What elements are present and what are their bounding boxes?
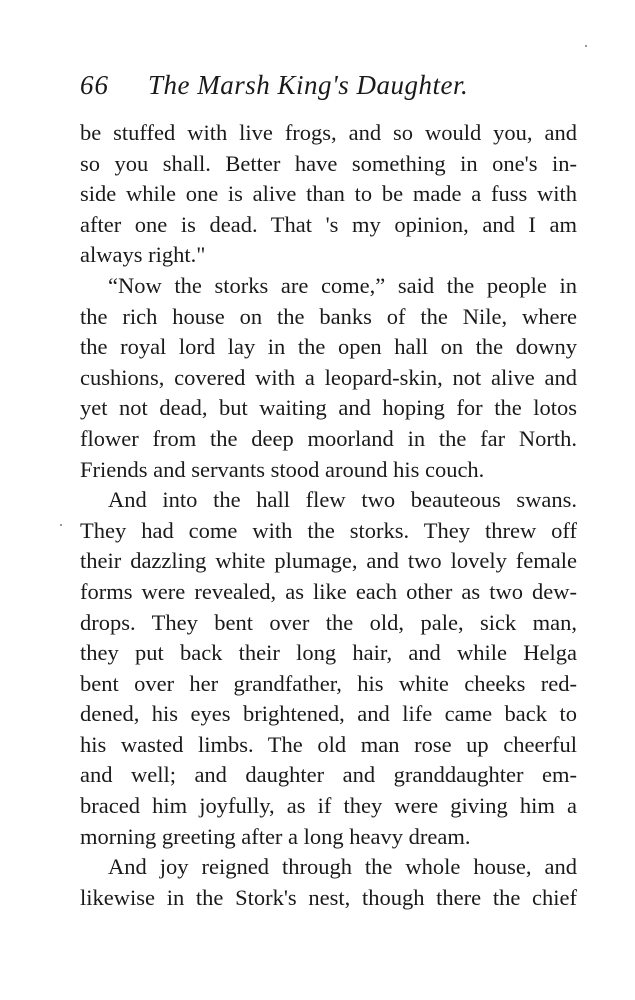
paragraph (80, 485, 577, 852)
text-line: bent over her grandfather, his white cheeks red- (80, 670, 577, 696)
text-line: likewise in the Stork's nest, though there the chief (80, 884, 577, 910)
text-line: be stuffed with live frogs, and so would you, and (80, 120, 577, 145)
paper-speck (585, 45, 587, 47)
text-line: Friends and servants stood around his couch. (80, 456, 485, 482)
text-line: dened, his eyes brightened, and life came back to (80, 701, 577, 727)
running-title: The Marsh King's Daughter. (148, 70, 469, 100)
text-line: their dazzling white plumage, and two lovely female (80, 548, 577, 574)
paragraph (80, 118, 577, 271)
text-line: they put back their long hair, and while Helga (80, 640, 577, 666)
text-line: so you shall. Better have something in one's in- (80, 150, 577, 176)
text-line: “Now the storks are come,” said the people in (108, 272, 577, 298)
text-line: drops. They bent over the old, pale, sick man, (80, 609, 577, 635)
paragraph (80, 271, 577, 485)
text-line: the royal lord lay in the open hall on the downy (80, 334, 577, 360)
text-line: braced him joyfully, as if they were giving him a (80, 793, 577, 819)
text-line: his wasted limbs. The old man rose up cheerful (80, 731, 577, 757)
text-line: And into the hall flew two beauteous swans. (108, 487, 577, 513)
text-line: yet not dead, but waiting and hoping for the lotos (80, 395, 577, 421)
body-text (80, 118, 577, 913)
text-line: And joy reigned through the whole house, and (108, 854, 577, 880)
text-line: They had come with the storks. They threw off (80, 517, 577, 543)
text-line: and well; and daughter and granddaughter em- (80, 762, 577, 788)
text-line: cushions, covered with a leopard-skin, not alive and (80, 364, 577, 390)
text-line: the rich house on the banks of the Nile, where (80, 303, 577, 329)
text-line: flower from the deep moorland in the far North. (80, 425, 577, 451)
text-line: always right." (80, 242, 206, 268)
text-line: forms were revealed, as like each other as two dew- (80, 578, 577, 604)
page-header (80, 70, 580, 110)
text-line: side while one is alive than to be made a fuss with (80, 181, 577, 207)
text-line: after one is dead. That 's my opinion, and I am (80, 211, 577, 237)
paper-speck (60, 524, 62, 526)
text-line: morning greeting after a long heavy dream. (80, 823, 471, 849)
paragraph (80, 852, 577, 913)
page-number: 66 (80, 70, 109, 100)
